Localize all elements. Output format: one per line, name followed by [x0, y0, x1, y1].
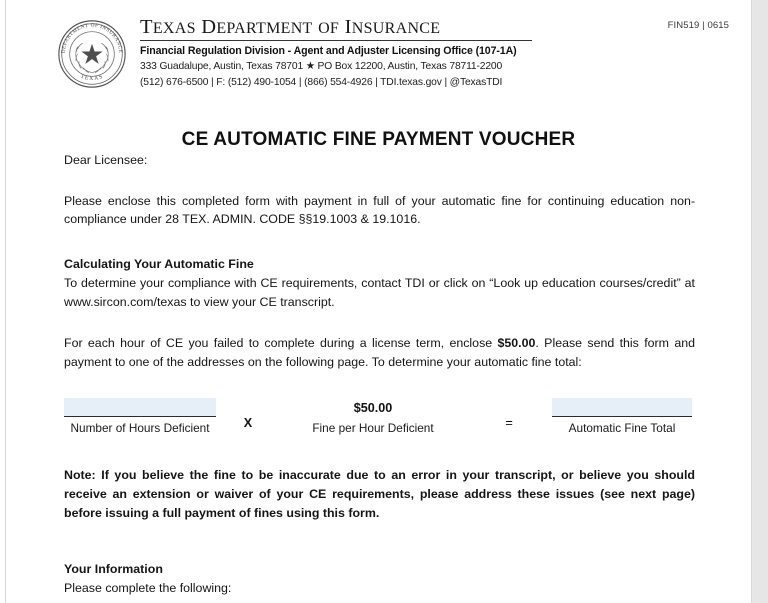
page-title: CE AUTOMATIC FINE PAYMENT VOUCHER [181, 128, 576, 150]
document-page [5, 0, 752, 603]
division-name: Financial Regulation Division - Agent and Adjuster Licensing Office (107-1A) [140, 45, 517, 58]
salutation: Dear Licensee: [64, 152, 148, 167]
tdi-seal-icon [56, 18, 128, 90]
your-information-heading: Your Information [64, 562, 163, 577]
hours-deficient-group [64, 398, 216, 436]
header-divider [140, 40, 532, 41]
agency-contact: (512) 676-6500 | F: (512) 490-1054 | (866) 554-4926 | TDI.texas.gov | @TexasTDI [140, 77, 503, 89]
multiply-operator-group [216, 414, 280, 436]
equals-operator-group [466, 414, 552, 436]
per-hour-text-after: . Please send this form and payment to one of the addresses on the following page. To determine your automatic fine total: [64, 335, 695, 369]
spacer [64, 312, 695, 334]
automatic-fine-total-group [552, 398, 692, 436]
document-body [6, 151, 751, 598]
agency-name: TEXAS DEPARTMENT OF INSURANCE [140, 16, 441, 38]
agency-address: 333 Guadalupe, Austin, Texas 78701 ★ PO Box 12200, Austin, Texas 78711-2200 [140, 61, 503, 73]
fine-calculation-row [64, 398, 695, 436]
header-text-block [140, 16, 733, 91]
document-header [6, 0, 751, 91]
hours-deficient-label: Number of Hours Deficient [70, 420, 210, 435]
spacer [64, 170, 695, 192]
note-paragraph: Note: If you believe the fine to be inaccurate due to an error in your transcript, or believe you should receive an extension or waiver of your CE requirements, please address these issues (see next page) before issuing a full payment of fines using this form. [64, 467, 695, 520]
page-right-gutter [753, 0, 768, 603]
automatic-fine-total-input[interactable] [552, 398, 692, 417]
automatic-fine-total-label: Automatic Fine Total [568, 420, 676, 435]
equals-operator: = [505, 414, 513, 430]
spacer [64, 522, 695, 560]
form-number: FIN519 | 0615 [667, 20, 729, 31]
intro-paragraph: Please enclose this completed form with payment in full of your automatic fine for continuing education non-compliance under 28 TEX. ADMIN. CODE §§19.1003 & 19.1016. [64, 193, 695, 227]
spacer [64, 436, 695, 466]
per-hour-amount: $50.00 [497, 335, 536, 350]
your-information-instruction: Please complete the following: [64, 581, 232, 596]
hours-deficient-input[interactable] [64, 398, 216, 417]
svg-text:DEPARTMENT OF INSURANCE: DEPARTMENT OF INSURANCE [60, 22, 124, 54]
fine-per-hour-label: Fine per Hour Deficient [312, 420, 434, 435]
fine-per-hour-group [280, 399, 466, 436]
svg-text:TEXAS: TEXAS [79, 73, 105, 83]
calculating-fine-paragraph: To determine your compliance with CE requirements, contact TDI or click on “Look up education courses/credit” at www.sircon.com/texas to view your CE transcript. [64, 276, 695, 309]
fine-per-hour-value: $50.00 [353, 400, 393, 415]
multiply-operator: X [243, 415, 253, 430]
spacer [64, 229, 695, 255]
calculating-fine-heading: Calculating Your Automatic Fine [64, 257, 254, 272]
per-hour-text-before: For each hour of CE you failed to complete during a license term, enclose [64, 335, 498, 350]
per-hour-paragraph [64, 334, 695, 372]
